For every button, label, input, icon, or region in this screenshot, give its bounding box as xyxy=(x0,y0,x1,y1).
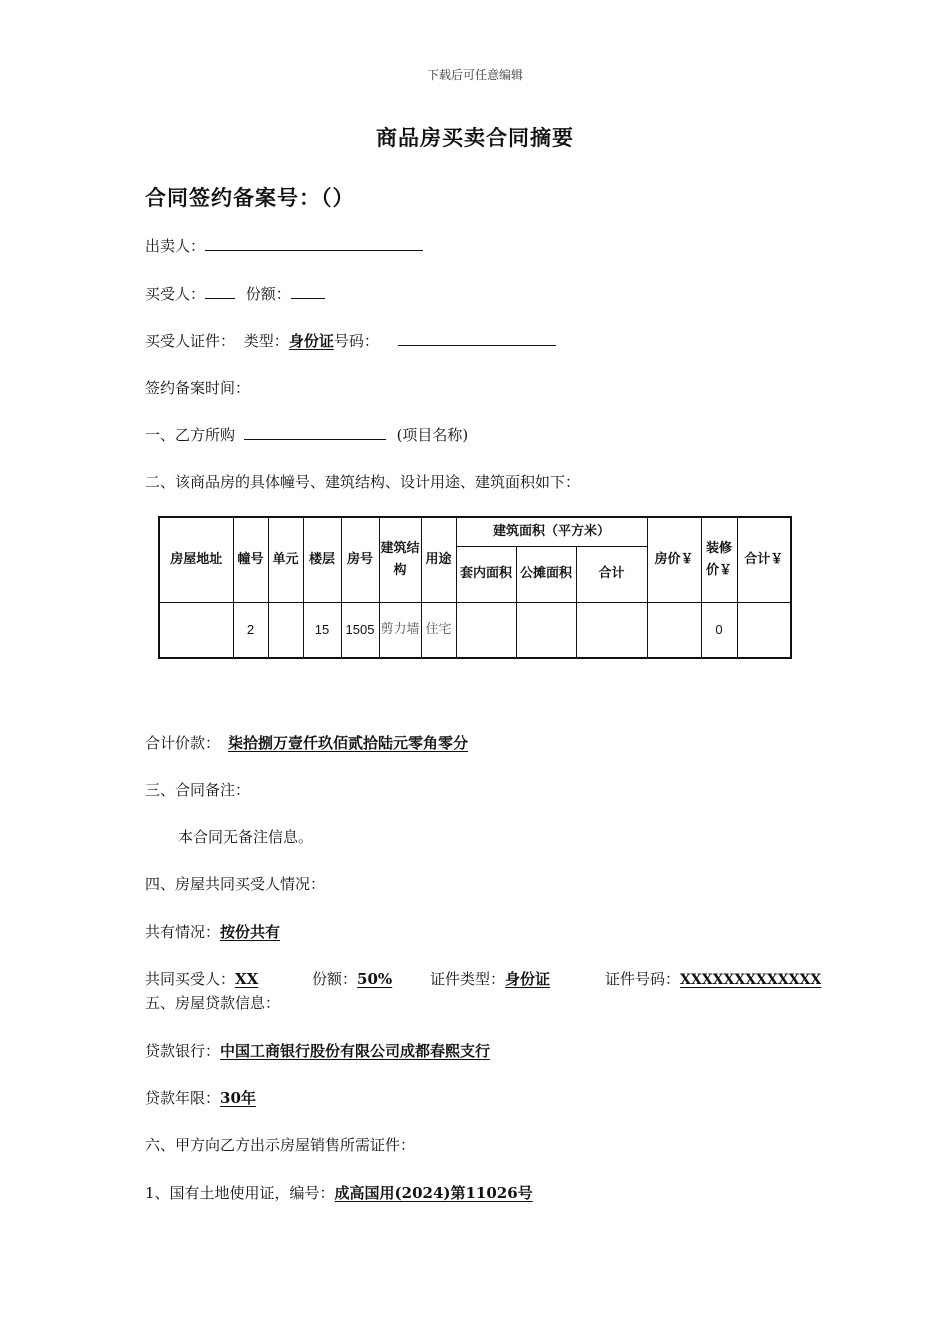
loan-bank-line xyxy=(145,1040,490,1061)
section4-label: 四、房屋共同买受人情况： xyxy=(145,875,326,893)
table-row xyxy=(159,602,791,658)
section1-prefix: 一、乙方所购 xyxy=(145,426,236,444)
buyer-id-number-blank xyxy=(398,331,556,346)
land-cert-label: 1、国有土地使用证，编号： xyxy=(145,1184,335,1202)
buyer-id-number-label: 号码： xyxy=(333,332,379,350)
buyer-share-label: 份额： xyxy=(245,285,291,303)
header-decoration-price: 装修价￥ xyxy=(701,517,737,602)
record-number-heading: 合同签约备案号：（） xyxy=(145,185,355,210)
section5-label: 五、房屋贷款信息： xyxy=(145,994,281,1012)
header-structure: 建筑结构 xyxy=(379,517,421,602)
section3-label: 三、合同备注： xyxy=(145,781,251,799)
cell-area-total xyxy=(576,602,647,658)
co-buyer-share-label: 份额： xyxy=(312,970,358,988)
total-price-line xyxy=(145,732,468,753)
section3-content: 本合同无备注信息。 xyxy=(178,828,314,846)
cell-structure: 剪力墙 xyxy=(379,602,421,658)
co-buyer-name-value: XX xyxy=(235,970,259,988)
section6-label: 六、甲方向乙方出示房屋销售所需证件： xyxy=(145,1136,416,1154)
co-buyer-id-no xyxy=(605,968,821,989)
co-buyer-id-no-label: 证件号码： xyxy=(605,970,681,988)
cell-room: 1505 xyxy=(341,602,379,658)
cell-inner-area xyxy=(456,602,516,658)
cell-decoration-price: 0 xyxy=(701,602,737,658)
buyer-share-blank xyxy=(291,284,325,299)
header-area-total: 合计 xyxy=(576,546,647,602)
co-ownership-label: 共有情况： xyxy=(145,923,221,941)
co-buyer-id-type-label: 证件类型： xyxy=(430,970,506,988)
co-buyer-share xyxy=(312,968,392,989)
buyer-label: 买受人： xyxy=(145,285,206,303)
table-header-row xyxy=(159,517,791,546)
header-inner-area: 套内面积 xyxy=(456,546,516,602)
buyer-id-label: 买受人证件： xyxy=(145,332,236,350)
land-cert-value: 成高国用(2024)第11026号 xyxy=(334,1184,533,1202)
co-buyer-share-value: 50% xyxy=(357,970,393,988)
cell-floor: 15 xyxy=(303,602,341,658)
page-header-note: 下载后可任意编辑 xyxy=(426,68,523,82)
header-building: 幢号 xyxy=(233,517,268,602)
sign-time-line: 签约备案时间： xyxy=(145,379,251,397)
co-ownership-value: 按份共有 xyxy=(220,923,281,941)
cell-total-price xyxy=(737,602,791,658)
cell-address xyxy=(159,602,233,658)
project-name-blank xyxy=(244,425,386,440)
header-floor: 楼层 xyxy=(303,517,341,602)
cell-shared-area xyxy=(516,602,576,658)
loan-term-label: 贷款年限： xyxy=(145,1089,221,1107)
co-buyer-name-label: 共同买受人： xyxy=(145,970,236,988)
header-unit: 单元 xyxy=(268,517,303,602)
co-buyer-id-type xyxy=(430,968,550,989)
land-cert-line xyxy=(145,1182,533,1203)
co-buyer-id-type-value: 身份证 xyxy=(505,970,551,988)
loan-term-line xyxy=(145,1087,256,1108)
header-usage: 用途 xyxy=(421,517,456,602)
buyer-line xyxy=(145,283,325,304)
house-info-table xyxy=(158,516,792,659)
section2-line: 二、该商品房的具体幢号、建筑结构、设计用途、建筑面积如下： xyxy=(145,473,581,491)
cell-house-price xyxy=(647,602,701,658)
header-area-group: 建筑面积（平方米） xyxy=(456,517,647,546)
loan-bank-label: 贷款银行： xyxy=(145,1042,221,1060)
document-title: 商品房买卖合同摘要 xyxy=(376,125,574,150)
seller-blank xyxy=(205,236,423,251)
seller-label: 出卖人： xyxy=(145,237,206,255)
buyer-blank xyxy=(205,284,235,299)
total-price-label: 合计价款： xyxy=(145,734,221,752)
cell-usage: 住宅 xyxy=(421,602,456,658)
co-buyer-id-no-value: XXXXXXXXXXXXX xyxy=(680,972,822,988)
buyer-id-type-value: 身份证 xyxy=(288,332,334,350)
header-house-price: 房价￥ xyxy=(647,517,701,602)
header-shared-area: 公摊面积 xyxy=(516,546,576,602)
buyer-id-line xyxy=(145,330,556,351)
co-buyer-line xyxy=(145,968,258,989)
header-address: 房屋地址 xyxy=(159,517,233,602)
cell-building: 2 xyxy=(233,602,268,658)
header-room: 房号 xyxy=(341,517,379,602)
section1-line xyxy=(145,424,468,445)
section1-suffix: (项目名称) xyxy=(396,426,469,444)
loan-bank-value: 中国工商银行股份有限公司成都春熙支行 xyxy=(220,1042,491,1060)
co-ownership-line xyxy=(145,921,280,942)
buyer-id-type-label: 类型： xyxy=(243,332,289,350)
total-price-value: 柒拾捌万壹仟玖佰贰拾陆元零角零分 xyxy=(228,734,469,752)
seller-line xyxy=(145,235,423,256)
header-total-price: 合计￥ xyxy=(737,517,791,602)
loan-term-value: 30年 xyxy=(220,1089,256,1107)
cell-unit xyxy=(268,602,303,658)
